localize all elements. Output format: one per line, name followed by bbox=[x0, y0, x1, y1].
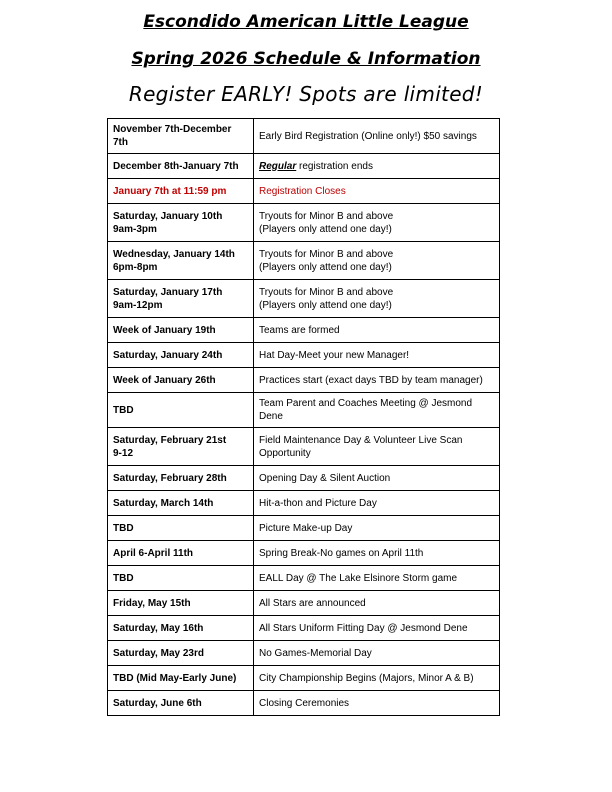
schedule-date: Saturday, March 14th bbox=[108, 491, 254, 516]
schedule-row bbox=[108, 368, 500, 393]
schedule-event: Picture Make-up Day bbox=[254, 516, 500, 541]
schedule-date: Saturday, January 10th 9am-3pm bbox=[108, 204, 254, 242]
schedule-date: Week of January 19th bbox=[108, 318, 254, 343]
schedule-event: City Championship Begins (Majors, Minor A & B) bbox=[254, 666, 500, 691]
schedule-event-text: registration ends bbox=[296, 160, 373, 172]
schedule-date: November 7th-December 7th bbox=[108, 119, 254, 154]
schedule-table bbox=[107, 118, 500, 716]
schedule-date: Friday, May 15th bbox=[108, 591, 254, 616]
schedule-event: Field Maintenance Day & Volunteer Live Scan Opportunity bbox=[254, 428, 500, 466]
schedule-event bbox=[254, 154, 500, 179]
schedule-event: Tryouts for Minor B and above (Players only attend one day!) bbox=[254, 242, 500, 280]
schedule-date: December 8th-January 7th bbox=[108, 154, 254, 179]
schedule-row-deadline bbox=[108, 179, 500, 204]
schedule-row bbox=[108, 119, 500, 154]
schedule-date: April 6-April 11th bbox=[108, 541, 254, 566]
schedule-row bbox=[108, 541, 500, 566]
schedule-row bbox=[108, 516, 500, 541]
schedule-row bbox=[108, 641, 500, 666]
schedule-event: Tryouts for Minor B and above (Players only attend one day!) bbox=[254, 280, 500, 318]
schedule-event: Opening Day & Silent Auction bbox=[254, 466, 500, 491]
schedule-row bbox=[108, 466, 500, 491]
schedule-event: Teams are formed bbox=[254, 318, 500, 343]
schedule-date: TBD bbox=[108, 516, 254, 541]
schedule-event: Early Bird Registration (Online only!) $50 savings bbox=[254, 119, 500, 154]
schedule-event: Registration Closes bbox=[254, 179, 500, 204]
schedule-event: Hat Day-Meet your new Manager! bbox=[254, 343, 500, 368]
registration-tagline: Register EARLY! Spots are limited! bbox=[128, 82, 484, 106]
schedule-row bbox=[108, 428, 500, 466]
schedule-date: Saturday, May 23rd bbox=[108, 641, 254, 666]
schedule-date: TBD bbox=[108, 566, 254, 591]
schedule-date: Saturday, January 24th bbox=[108, 343, 254, 368]
schedule-date: Saturday, February 21st 9-12 bbox=[108, 428, 254, 466]
schedule-event: Closing Ceremonies bbox=[254, 691, 500, 716]
schedule-date: TBD bbox=[108, 393, 254, 428]
schedule-event: No Games-Memorial Day bbox=[254, 641, 500, 666]
document-title: Escondido American Little League bbox=[143, 12, 469, 32]
schedule-row bbox=[108, 280, 500, 318]
schedule-event: Spring Break-No games on April 11th bbox=[254, 541, 500, 566]
schedule-date: TBD (Mid May-Early June) bbox=[108, 666, 254, 691]
regular-emphasis: Regular bbox=[259, 160, 297, 172]
schedule-row bbox=[108, 591, 500, 616]
schedule-row bbox=[108, 204, 500, 242]
schedule-date: Saturday, May 16th bbox=[108, 616, 254, 641]
schedule-event: Team Parent and Coaches Meeting @ Jesmond Dene bbox=[254, 393, 500, 428]
schedule-row bbox=[108, 491, 500, 516]
schedule-row bbox=[108, 666, 500, 691]
schedule-event: All Stars are announced bbox=[254, 591, 500, 616]
schedule-row bbox=[108, 393, 500, 428]
schedule-row bbox=[108, 318, 500, 343]
schedule-row bbox=[108, 616, 500, 641]
schedule-event: Tryouts for Minor B and above (Players only attend one day!) bbox=[254, 204, 500, 242]
schedule-date: Saturday, January 17th 9am-12pm bbox=[108, 280, 254, 318]
document-subtitle: Spring 2026 Schedule & Information bbox=[131, 49, 481, 69]
schedule-date: January 7th at 11:59 pm bbox=[108, 179, 254, 204]
schedule-row bbox=[108, 566, 500, 591]
schedule-event: All Stars Uniform Fitting Day @ Jesmond Dene bbox=[254, 616, 500, 641]
schedule-event: EALL Day @ The Lake Elsinore Storm game bbox=[254, 566, 500, 591]
schedule-date: Saturday, June 6th bbox=[108, 691, 254, 716]
schedule-row bbox=[108, 242, 500, 280]
schedule-row bbox=[108, 154, 500, 179]
schedule-row bbox=[108, 343, 500, 368]
schedule-date: Week of January 26th bbox=[108, 368, 254, 393]
schedule-date: Wednesday, January 14th 6pm-8pm bbox=[108, 242, 254, 280]
schedule-date: Saturday, February 28th bbox=[108, 466, 254, 491]
schedule-row bbox=[108, 691, 500, 716]
schedule-event: Practices start (exact days TBD by team manager) bbox=[254, 368, 500, 393]
schedule-event: Hit-a-thon and Picture Day bbox=[254, 491, 500, 516]
